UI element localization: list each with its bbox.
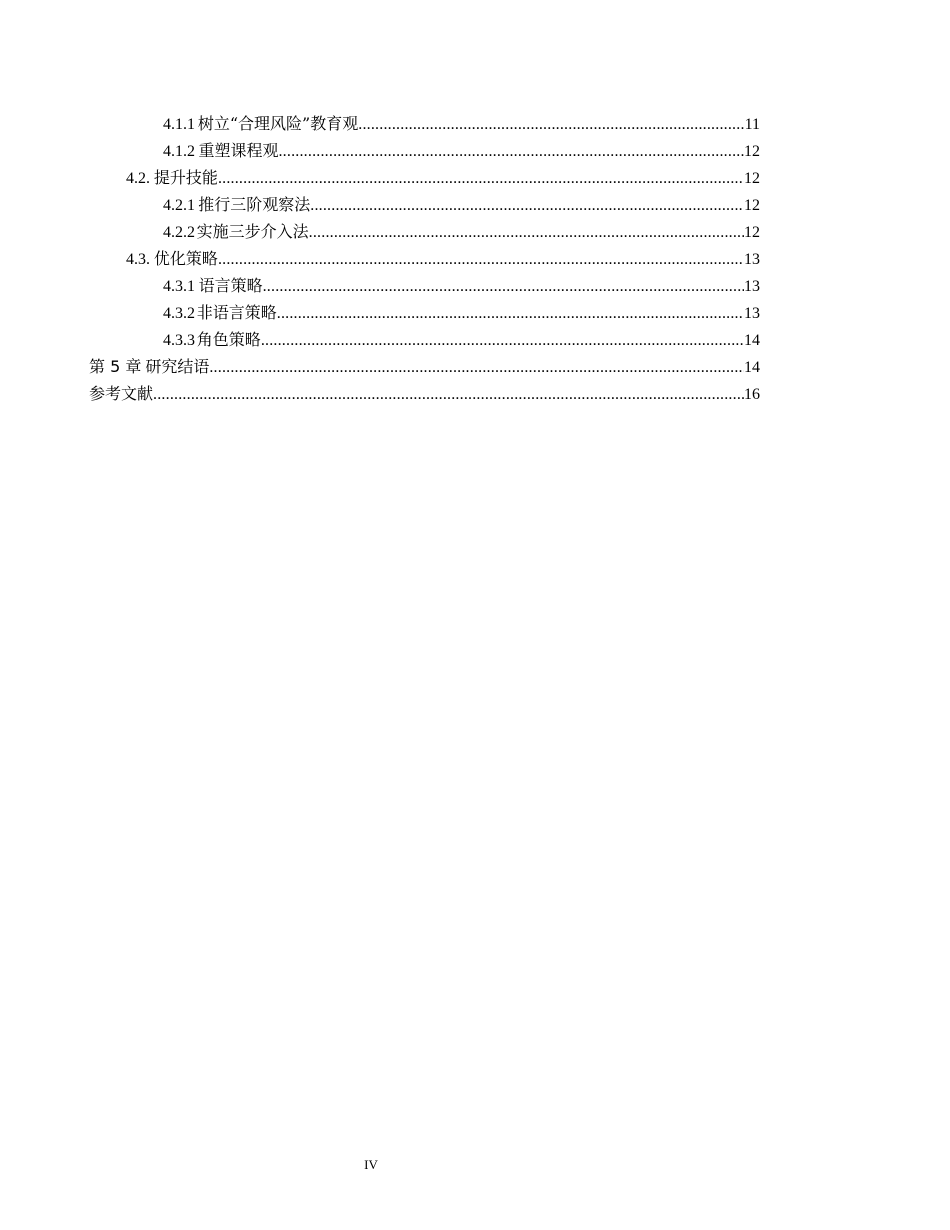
page-footer-number: IV [364, 1157, 378, 1172]
toc-entry-4-3-3[interactable] [89, 326, 760, 353]
toc-entry-4-2-1[interactable] [89, 191, 760, 218]
toc-entry-page: 13 [744, 278, 760, 295]
toc-entry-title: 重塑课程观 [198, 141, 279, 160]
dot-leader [261, 326, 744, 354]
toc-entry-title: 推行三阶观察法 [198, 195, 311, 214]
toc-entry-number: 4.3.1 [163, 278, 195, 295]
toc-entry-title: 优化策略 [153, 249, 218, 268]
toc-entry-references[interactable] [89, 380, 760, 407]
toc-entry-4-3-2[interactable] [89, 299, 760, 326]
toc-entry-chapter-5[interactable] [89, 353, 760, 380]
dot-leader [278, 137, 744, 165]
toc-entry-title: 提升技能 [153, 168, 218, 187]
toc-entry-page: 13 [744, 305, 760, 322]
toc-entry-title: 角色策略 [196, 330, 261, 349]
toc-entry-title: 语言策略 [198, 276, 263, 295]
toc-entry-title: 研究结语 [145, 357, 210, 376]
toc-entry-title: 树立“合理风险”教育观 [197, 114, 359, 133]
toc-entry-number: 4.3.2 [163, 305, 195, 322]
toc-entry-4-1-2[interactable] [89, 137, 760, 164]
toc-entry-page: 12 [744, 197, 760, 214]
dot-leader [263, 272, 744, 300]
dot-leader [209, 353, 744, 381]
toc-entry-page: 11 [744, 116, 760, 133]
toc-entry-page: 14 [744, 359, 760, 376]
toc-entry-page: 16 [744, 386, 760, 403]
toc-entry-number: 4.1.1 [163, 116, 195, 133]
toc-entry-title: 实施三步介入法 [196, 222, 309, 241]
toc-entry-number: 4.1.2 [163, 143, 195, 160]
toc-entry-page: 12 [744, 170, 760, 187]
toc-entry-page: 13 [744, 251, 760, 268]
toc-entry-page: 12 [744, 143, 760, 160]
dot-leader [153, 380, 744, 408]
toc-entry-4-3[interactable] [89, 245, 760, 272]
table-of-contents [89, 110, 760, 407]
toc-entry-4-2[interactable] [89, 164, 760, 191]
dot-leader [218, 164, 744, 192]
toc-entry-number: 4.2.2 [163, 224, 195, 241]
dot-leader [309, 218, 744, 246]
toc-entry-title: 参考文献 [89, 384, 154, 403]
toc-entry-number: 4.2.1 [163, 197, 195, 214]
toc-entry-number: 4.3.3 [163, 332, 195, 349]
toc-entry-title: 非语言策略 [196, 303, 277, 322]
toc-entry-page: 12 [744, 224, 760, 241]
toc-entry-number: 4.2. [126, 170, 150, 187]
dot-leader [277, 299, 744, 327]
toc-entry-page: 14 [744, 332, 760, 349]
dot-leader [218, 245, 744, 273]
toc-entry-4-3-1[interactable] [89, 272, 760, 299]
toc-entry-4-2-2[interactable] [89, 218, 760, 245]
dot-leader [310, 191, 744, 219]
toc-entry-number: 4.3. [126, 251, 150, 268]
toc-entry-number: 第 5 章 [89, 357, 142, 376]
toc-entry-4-1-1[interactable] [89, 110, 760, 137]
dot-leader [358, 110, 744, 138]
